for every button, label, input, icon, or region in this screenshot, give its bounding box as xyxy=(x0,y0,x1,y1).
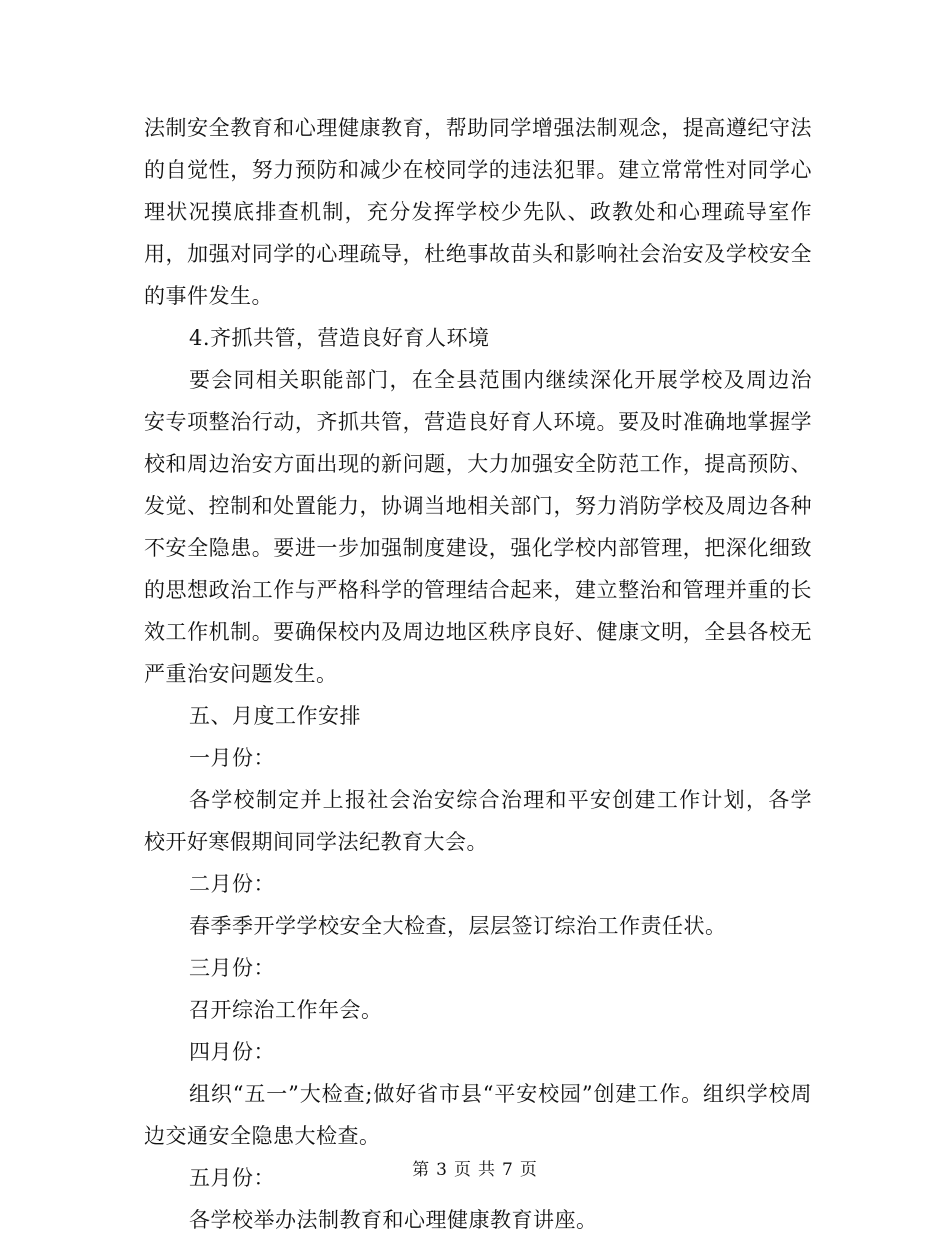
month-text-january: 各学校制定并上报社会治安综合治理和平安创建工作计划，各学校开好寒假期间同学法纪教育大会。 xyxy=(144,788,812,854)
footer-suffix: 页 xyxy=(519,1160,538,1180)
footer-current-page: 3 xyxy=(436,1160,448,1180)
month-heading-may: 五月份： xyxy=(189,1166,275,1190)
month-heading-february: 二月份： xyxy=(189,872,275,896)
footer-page-word: 页 xyxy=(454,1160,472,1180)
section-heading-5: 五、月度工作安排 xyxy=(189,704,361,728)
page-footer xyxy=(0,1155,950,1180)
month-heading-january: 一月份： xyxy=(189,746,275,770)
footer-prefix: 第 xyxy=(412,1160,431,1180)
month-text-march: 召开综治工作年会。 xyxy=(189,998,383,1022)
month-text-may: 各学校举办法制教育和心理健康教育讲座。 xyxy=(189,1208,598,1232)
month-text-april: 组织“五一”大检查;做好省市县“平安校园”创建工作。组织学校周边交通安全隐患大检查。 xyxy=(144,1082,812,1148)
month-text-february: 春季季开学学校安全大检查，层层签订综治工作责任状。 xyxy=(189,914,727,938)
month-heading-march: 三月份： xyxy=(189,956,275,980)
month-heading-april: 四月份： xyxy=(189,1040,275,1064)
footer-total-pages: 7 xyxy=(502,1160,514,1180)
paragraph-2: 要会同相关职能部门，在全县范围内继续深化开展学校及周边治安专项整治行动，齐抓共管，营造良好育人环境。要及时准确地掌握学校和周边治安方面出现的新问题，大力加强安全防范工作，提高预防、发觉、控制和处置能力，协调当地相关部门，努力消防学校及周边各种不安全隐患。要进一步加强制度建设，强化学校内部管理，把深化细致的思想政治工作与严格科学的管理结合起来，建立整治和管理并重的长效工作机制。要确保校内及周边地区秩序良好、健康文明，全县各校无严重治安问题发生。 xyxy=(144,368,812,686)
paragraph-1: 法制安全教育和心理健康教育，帮助同学增强法制观念，提高遵纪守法的自觉性，努力预防和减少在校同学的违法犯罪。建立常常性对同学心理状况摸底排查机制，充分发挥学校少先队、政教处和心理疏导室作用，加强对同学的心理疏导，杜绝事故苗头和影响社会治安及学校安全的事件发生。 xyxy=(144,116,812,308)
document-body xyxy=(144,107,812,1241)
section-heading-4: 4.齐抓共管，营造良好育人环境 xyxy=(189,326,490,350)
footer-total-label: 共 xyxy=(478,1160,496,1180)
